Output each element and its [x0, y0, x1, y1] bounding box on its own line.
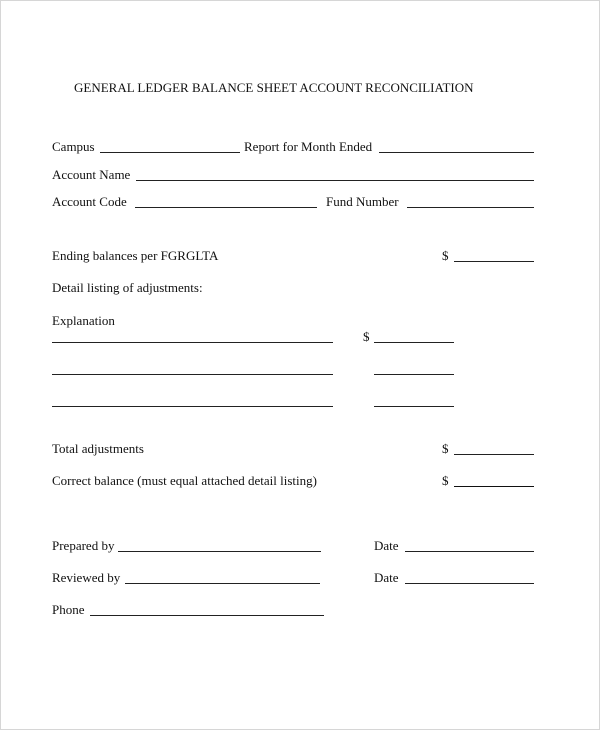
prepared-date-label: Date — [374, 538, 399, 553]
campus-input-line[interactable] — [100, 152, 240, 153]
account-code-label: Account Code — [52, 194, 127, 209]
account-name-input-line[interactable] — [136, 180, 534, 181]
explanation-line-1[interactable] — [52, 342, 333, 343]
correct-balance-amount-line[interactable] — [454, 486, 534, 487]
reviewed-date-input-line[interactable] — [405, 583, 534, 584]
correct-balance-label: Correct balance (must equal attached detail listing) — [52, 473, 317, 488]
prepared-date-input-line[interactable] — [405, 551, 534, 552]
explanation-line-2[interactable] — [52, 374, 333, 375]
form-title: GENERAL LEDGER BALANCE SHEET ACCOUNT RECONCILIATION — [74, 80, 474, 95]
detail-listing-label: Detail listing of adjustments: — [52, 280, 203, 295]
campus-label: Campus — [52, 139, 95, 154]
ending-balances-amount-line[interactable] — [454, 261, 534, 262]
total-adjustments-amount-line[interactable] — [454, 454, 534, 455]
prepared-by-input-line[interactable] — [118, 551, 321, 552]
account-code-input-line[interactable] — [135, 207, 317, 208]
explanation-line-3[interactable] — [52, 406, 333, 407]
reviewed-by-label: Reviewed by — [52, 570, 121, 585]
ending-balances-label: Ending balances per FGRGLTA — [52, 248, 219, 263]
adjustment-amount-line-3[interactable] — [374, 406, 454, 407]
report-month-label: Report for Month Ended — [244, 139, 373, 154]
phone-input-line[interactable] — [90, 615, 324, 616]
correct-balance-currency: $ — [442, 473, 449, 488]
account-name-label: Account Name — [52, 167, 131, 182]
explanation-label: Explanation — [52, 313, 115, 328]
fund-number-input-line[interactable] — [407, 207, 534, 208]
adjustment-currency: $ — [363, 329, 370, 344]
total-adjustments-currency: $ — [442, 441, 449, 456]
reviewed-by-input-line[interactable] — [125, 583, 320, 584]
report-month-input-line[interactable] — [379, 152, 534, 153]
adjustment-amount-line-1[interactable] — [374, 342, 454, 343]
total-adjustments-label: Total adjustments — [52, 441, 144, 456]
fund-number-label: Fund Number — [326, 194, 399, 209]
phone-label: Phone — [52, 602, 85, 617]
prepared-by-label: Prepared by — [52, 538, 115, 553]
adjustment-amount-line-2[interactable] — [374, 374, 454, 375]
reviewed-date-label: Date — [374, 570, 399, 585]
ending-balances-currency: $ — [442, 248, 449, 263]
